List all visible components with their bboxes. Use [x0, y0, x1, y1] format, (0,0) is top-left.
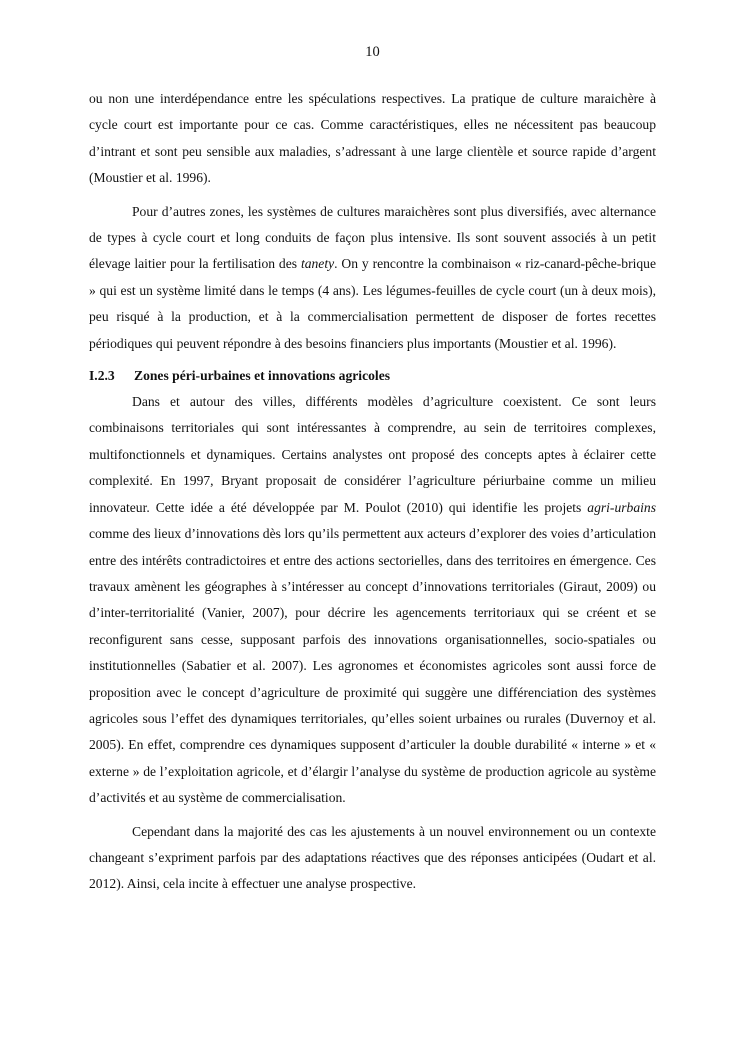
section-heading	[89, 363, 656, 389]
paragraph-2	[89, 199, 656, 357]
paragraph-2-italic-term: tanety	[300, 256, 335, 272]
paragraph-3	[89, 389, 656, 812]
paragraph-4: Cependant dans la majorité des cas les ajustements à un nouvel environnement ou un contexte changeant s’expriment parfois par des adaptations réactives que des réponses anticipées (Oudart et al. 2012). Ainsi, cela incite à effectuer une analyse prospective.	[89, 823, 656, 892]
paragraph-2-text-a: Pour d’autres zones, les systèmes de cultures maraichères sont plus diversifiés, avec alternance de types à cycle court et long conduits de façon plus intensive. Ils sont souvent associés à un petit élevage laitier pour la fertilisation des	[89, 203, 656, 272]
paragraph-3-text-b: comme des lieux d’innovations dès lors qu’ils permettent aux acteurs d’explorer des voies d’articulation entre des intérêts contradictoires et entre des actions sectorielles, dans des territoires en émergence. Ces travaux amènent les géographes à s’intéresser au concept d’innovations territoriales (Giraut, 2009) ou d’inter-territorialité (Vanier, 2007), pour décrire les agencements territoriaux qui se créent et se reconfigurent sans cesse, supposant parfois des innovations organisationnelles, socio-spatiales ou institutionnelles (Sabatier et al. 2007). Les agronomes et économistes agricoles sont aussi force de proposition avec le concept d’agriculture de proximité qui suggère une différenciation des systèmes agricoles sous l’effet des dynamiques territoriales, qu’elles soient urbaines ou rurales (Duvernoy et al. 2005). En effet, comprendre ces dynamiques supposent d’articuler la double durabilité « interne » et « externe » de l’exploitation agricole, et d’élargir l’analyse du système de production agricole au système d’activités et au système de commercialisation.	[89, 526, 656, 806]
paragraph-3-italic-term: agri-urbains	[587, 499, 656, 515]
page-number: 10	[365, 44, 380, 60]
paragraph-2-text-b: . On y rencontre la combinaison « riz-canard-pêche-brique » qui est un système limité dans le temps (4 ans). Les légumes-feuilles de cycle court (un à deux mois), peu risqué à la production, et à la commercialisation permettent de disposer de fortes recettes périodiques qui peuvent répondre à des besoins financiers plus importants (Moustier et al. 1996).	[89, 256, 656, 351]
section-number: I.2.3	[89, 368, 115, 384]
document-body	[89, 86, 656, 898]
section-title: Zones péri-urbaines et innovations agricoles	[134, 368, 391, 384]
paragraph-1: ou non une interdépendance entre les spéculations respectives. La pratique de culture maraichère à cycle court est importante pour ce cas. Comme caractéristiques, elles ne nécessitent pas beaucoup d’intrant et sont peu sensible aux maladies, s’adressant à une large clientèle et source rapide d’argent (Moustier et al. 1996).	[89, 91, 656, 186]
paragraph-3-text-a: Dans et autour des villes, différents modèles d’agriculture coexistent. Ce sont leurs combinaisons territoriales qui sont intéressantes à comprendre, au sein de territoires complexes, multifonctionnels et dynamiques. Certains analystes ont proposé des concepts aptes à éclairer cette complexité. En 1997, Bryant proposait de considérer l’agriculture périurbaine comme un milieu innovateur. Cette idée a été développée par M. Poulot (2010) qui identifie les projets	[89, 394, 656, 515]
